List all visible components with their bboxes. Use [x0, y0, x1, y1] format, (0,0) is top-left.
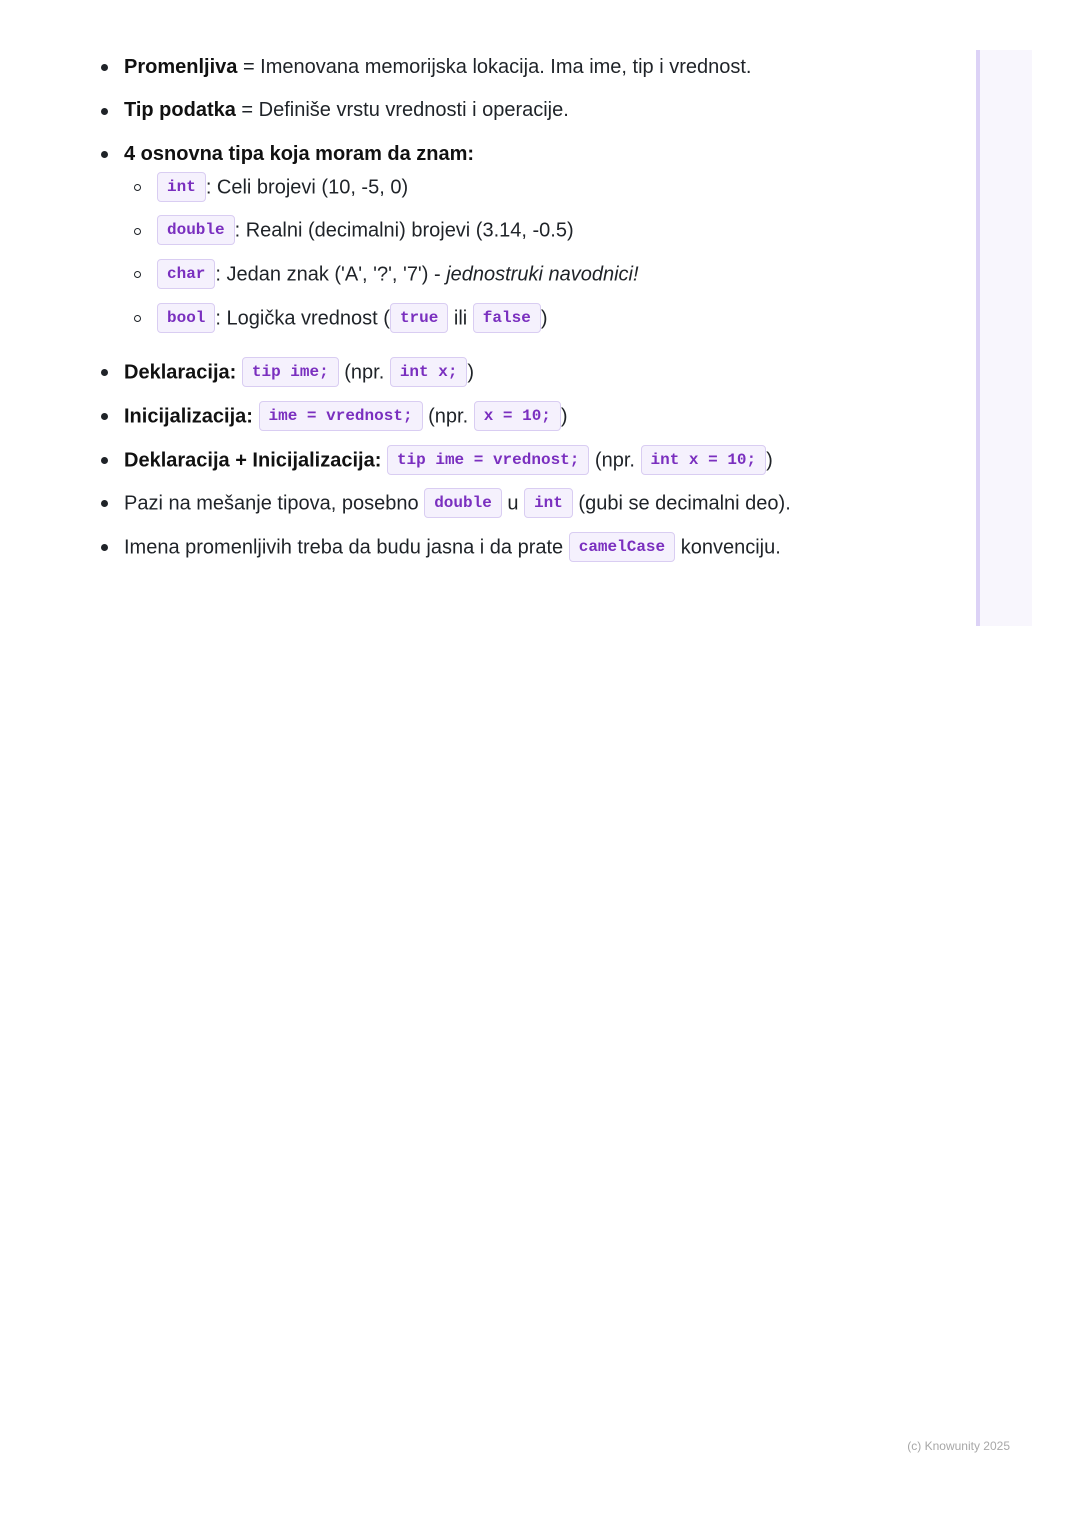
bullet — [101, 64, 108, 71]
code-snippet: x = 10; — [474, 401, 561, 431]
sub-bullet — [134, 184, 141, 191]
paren: ) — [467, 361, 475, 384]
list-item-osnovni-tipovi — [124, 140, 474, 168]
bullet — [101, 151, 108, 158]
text: Imena promenljivih treba da budu jasna i da prate — [124, 536, 569, 559]
term: Deklaracija: — [124, 361, 237, 384]
example-label: (npr. — [422, 405, 474, 428]
code-snippet: bool — [157, 303, 215, 333]
paren: ) — [560, 405, 568, 428]
bullet — [101, 544, 108, 551]
definition: : Logička vrednost ( — [215, 307, 390, 330]
definition: : Jedan znak ('A', '?', '7') - — [215, 263, 447, 286]
bullet — [101, 369, 108, 376]
list-item-deklaracija — [124, 358, 474, 388]
definition: = Definiše vrstu vrednosti i operacije. — [235, 99, 569, 121]
definition: : Realni (decimalni) brojevi (3.14, -0.5) — [234, 219, 574, 242]
side-panel — [976, 50, 1032, 626]
connector: u — [501, 492, 525, 515]
sub-item-bool — [157, 304, 547, 334]
term: 4 osnovna tipa koja moram da znam: — [124, 143, 475, 165]
list-item-promenljiva — [124, 53, 751, 81]
bullet — [101, 457, 108, 464]
paren: ) — [766, 449, 773, 472]
term: Promenljiva — [124, 56, 238, 78]
sub-item-int — [157, 173, 408, 203]
code-snippet: camelCase — [569, 532, 675, 562]
sub-bullet — [134, 315, 141, 322]
code-snippet: true — [390, 303, 448, 333]
sub-item-char — [157, 260, 639, 290]
sub-item-double — [157, 216, 574, 246]
bullet — [101, 413, 108, 420]
list-item-pazi — [124, 489, 791, 519]
code-snippet: int — [157, 172, 206, 202]
sub-bullet — [134, 271, 141, 278]
text: Pazi na mešanje tipova, posebno — [124, 492, 425, 515]
code-snippet: char — [157, 259, 215, 289]
list-item-tip-podatka — [124, 96, 569, 124]
code-snippet: int — [524, 488, 573, 518]
list-item-deklaracija-inicijalizacija — [124, 446, 773, 476]
example-label: (npr. — [338, 361, 390, 384]
text: (gubi se decimalni deo). — [572, 492, 791, 515]
list-item-imena — [124, 533, 781, 563]
code-snippet: int x = 10; — [641, 445, 767, 475]
footer-copyright: (c) Knowunity 2025 — [907, 1439, 1010, 1453]
code-snippet: tip ime; — [242, 357, 339, 387]
list-item-inicijalizacija — [124, 402, 568, 432]
code-snippet: int x; — [390, 357, 468, 387]
code-snippet: double — [157, 215, 235, 245]
term: Inicijalizacija: — [124, 405, 253, 428]
bullet — [101, 500, 108, 507]
term: Deklaracija + Inicijalizacija: — [124, 449, 382, 472]
example-label: (npr. — [589, 449, 641, 472]
code-snippet: ime = vrednost; — [259, 401, 423, 431]
sub-bullet — [134, 228, 141, 235]
connector: ili — [448, 307, 473, 330]
text: konvenciju. — [675, 536, 781, 559]
code-snippet: double — [424, 488, 502, 518]
bullet — [101, 108, 108, 115]
code-snippet: false — [473, 303, 541, 333]
definition: : Celi brojevi (10, -5, 0) — [205, 176, 409, 199]
note: jednostruki navodnici! — [446, 263, 639, 286]
paren: ) — [540, 307, 548, 330]
code-snippet: tip ime = vrednost; — [387, 445, 589, 475]
term: Tip podatka — [124, 99, 236, 121]
definition: = Imenovana memorijska lokacija. Ima ime, tip i vrednost. — [237, 56, 752, 78]
